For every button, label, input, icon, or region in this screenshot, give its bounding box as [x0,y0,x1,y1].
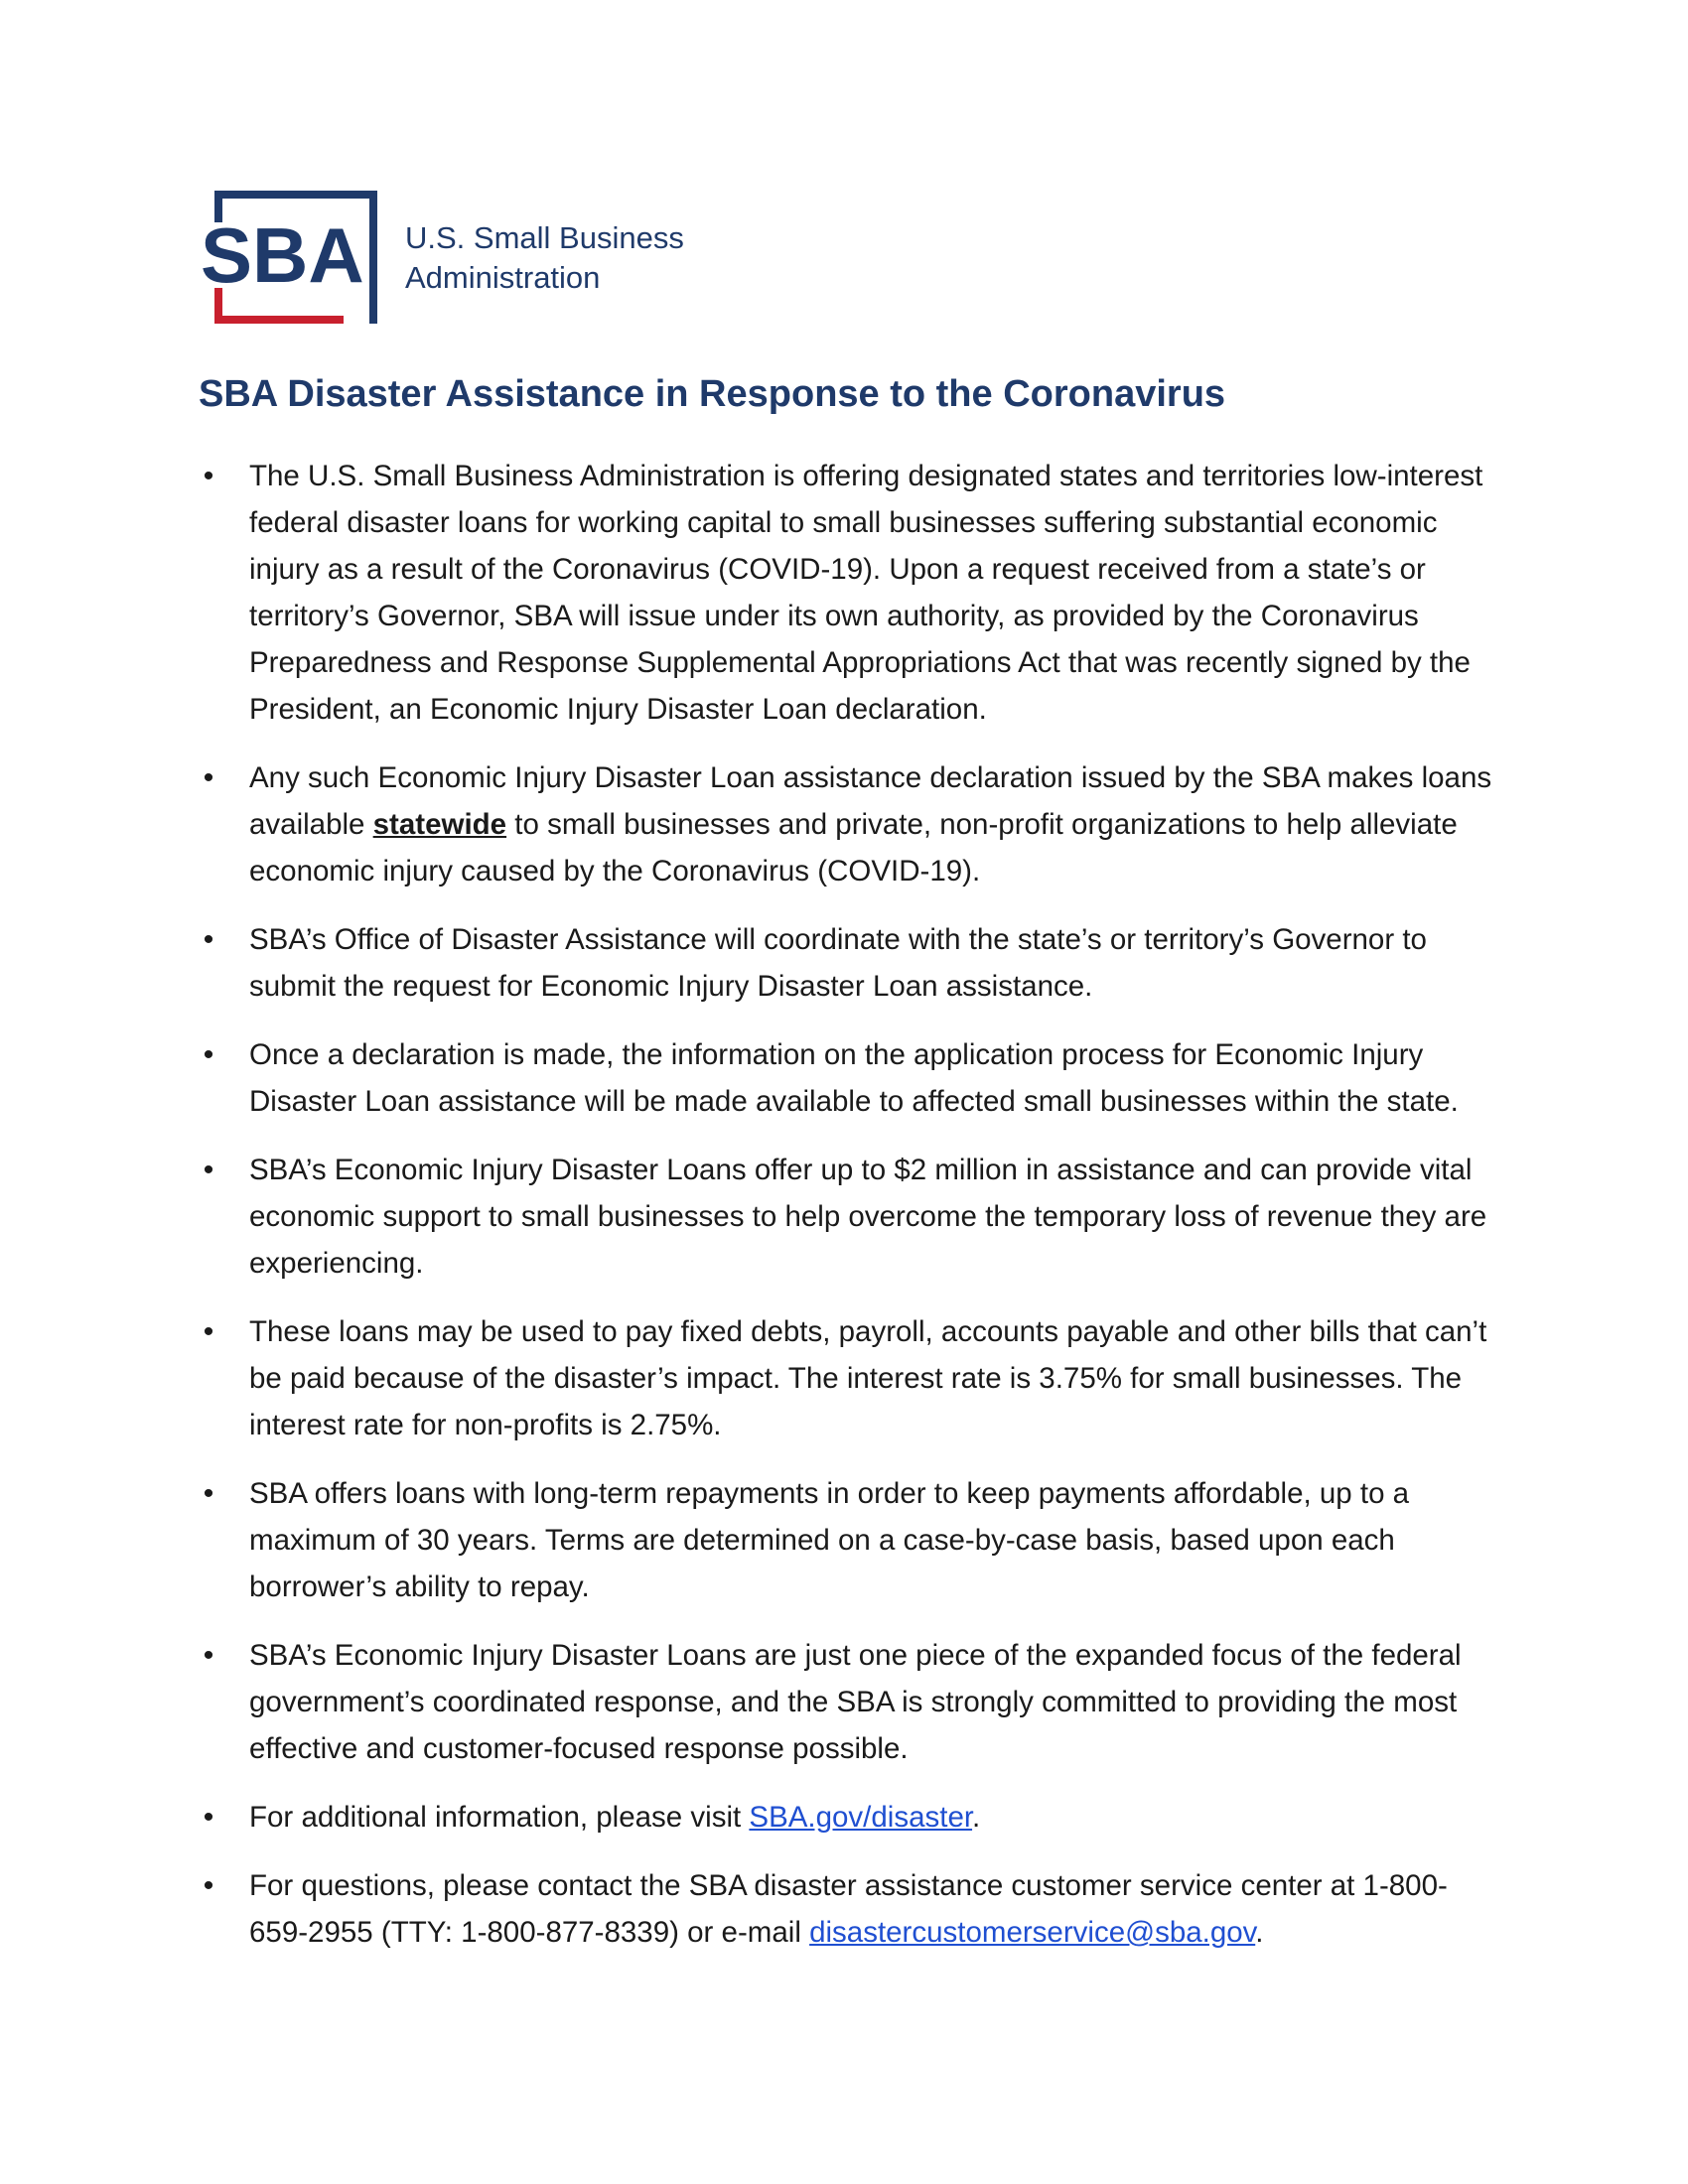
bullet-icon: • [203,1315,214,1348]
bullet-icon: • [203,1154,214,1186]
list-item [199,1794,1499,1841]
agency-name-line1: U.S. Small Business [405,220,684,255]
list-item-text-after: . [1255,1916,1264,1949]
list-item-text-before: For questions, please contact the SBA disaster assistance customer service center at 1-800-659-2955 (TTY: 1-800-877-8339) or e-mail [249,1869,1448,1949]
list-item-text: SBA’s Economic Injury Disaster Loans are just one piece of the expanded focus of the federal government’s coordinated response, and the SBA is strongly committed to providing the most effective and customer-focused response possible. [249,1639,1462,1765]
agency-name-line2: Administration [405,260,601,295]
list-item-text: Once a declaration is made, the information on the application process for Economic Injury Disaster Loan assistance will be made available to affected small businesses within the state. [249,1038,1459,1118]
list-item-text-after: to small businesses and private, non-profit organizations to help alleviate economic injury caused by the Coronavirus (COVID-19). [249,808,1458,887]
bullet-icon: • [203,1639,214,1672]
list-item [199,453,1499,733]
list-item [199,916,1499,1010]
sba-logo [199,189,715,328]
bullet-icon: • [203,1477,214,1510]
list-item [199,1031,1499,1125]
list-item [199,1632,1499,1772]
bullet-icon: • [203,1869,214,1902]
list-item-text-after: . [972,1801,981,1834]
list-item [199,1147,1499,1287]
list-item-text: These loans may be used to pay fixed debts, payroll, accounts payable and other bills that can’t be paid because of the disaster’s impact. The interest rate is 3.75% for small businesses. The interest rate for non-profits is 2.75%. [249,1315,1487,1441]
list-item-text: SBA offers loans with long-term repayments in order to keep payments affordable, up to a maximum of 30 years. Terms are determined on a case-by-case basis, based upon each borrower’s ability to repay. [249,1477,1410,1603]
sba-logo-letters: SBA [201,211,364,299]
bullet-icon: • [203,761,214,794]
sba-disaster-link[interactable]: SBA.gov/disaster [749,1801,973,1834]
list-item [199,1308,1499,1448]
list-item-text-before: Any such Economic Injury Disaster Loan assistance declaration issued by the SBA makes loans available [249,761,1492,841]
bullet-icon: • [203,923,214,956]
bullet-icon: • [203,1038,214,1071]
list-item [199,1470,1499,1610]
list-item-text: SBA’s Economic Injury Disaster Loans offer up to $2 million in assistance and can provide vital economic support to small businesses to help overcome the temporary loss of revenue they are experiencing. [249,1154,1487,1280]
list-item [199,1862,1499,1956]
customer-service-email-link[interactable]: disastercustomerservice@sba.gov [809,1916,1256,1949]
list-item-text-before: For additional information, please visit [249,1801,750,1834]
statewide-emphasis: statewide [372,808,507,841]
bullet-icon: • [203,1801,214,1834]
list-item-text: The U.S. Small Business Administration is offering designated states and territories low-interest federal disaster loans for working capital to small businesses suffering substantial economic injury as a result of the Coronavirus (COVID-19). Upon a request received from a state’s or territory’s Governor, SBA will issue under its own authority, as provided by the Coronavirus Preparedness and Response Supplemental Appropriations Act that was recently signed by the President, an Economic Injury Disaster Loan declaration. [249,460,1483,726]
agency-name [405,218,684,298]
page-title: SBA Disaster Assistance in Response to the Coronavirus [199,373,1226,415]
list-item-text: SBA’s Office of Disaster Assistance will coordinate with the state’s or territory’s Governor to submit the request for Economic Injury Disaster Loan assistance. [249,923,1427,1003]
list-item [199,754,1499,894]
bullet-list [199,453,1499,1978]
sba-logo-mark [199,189,397,328]
bullet-icon: • [203,460,214,492]
